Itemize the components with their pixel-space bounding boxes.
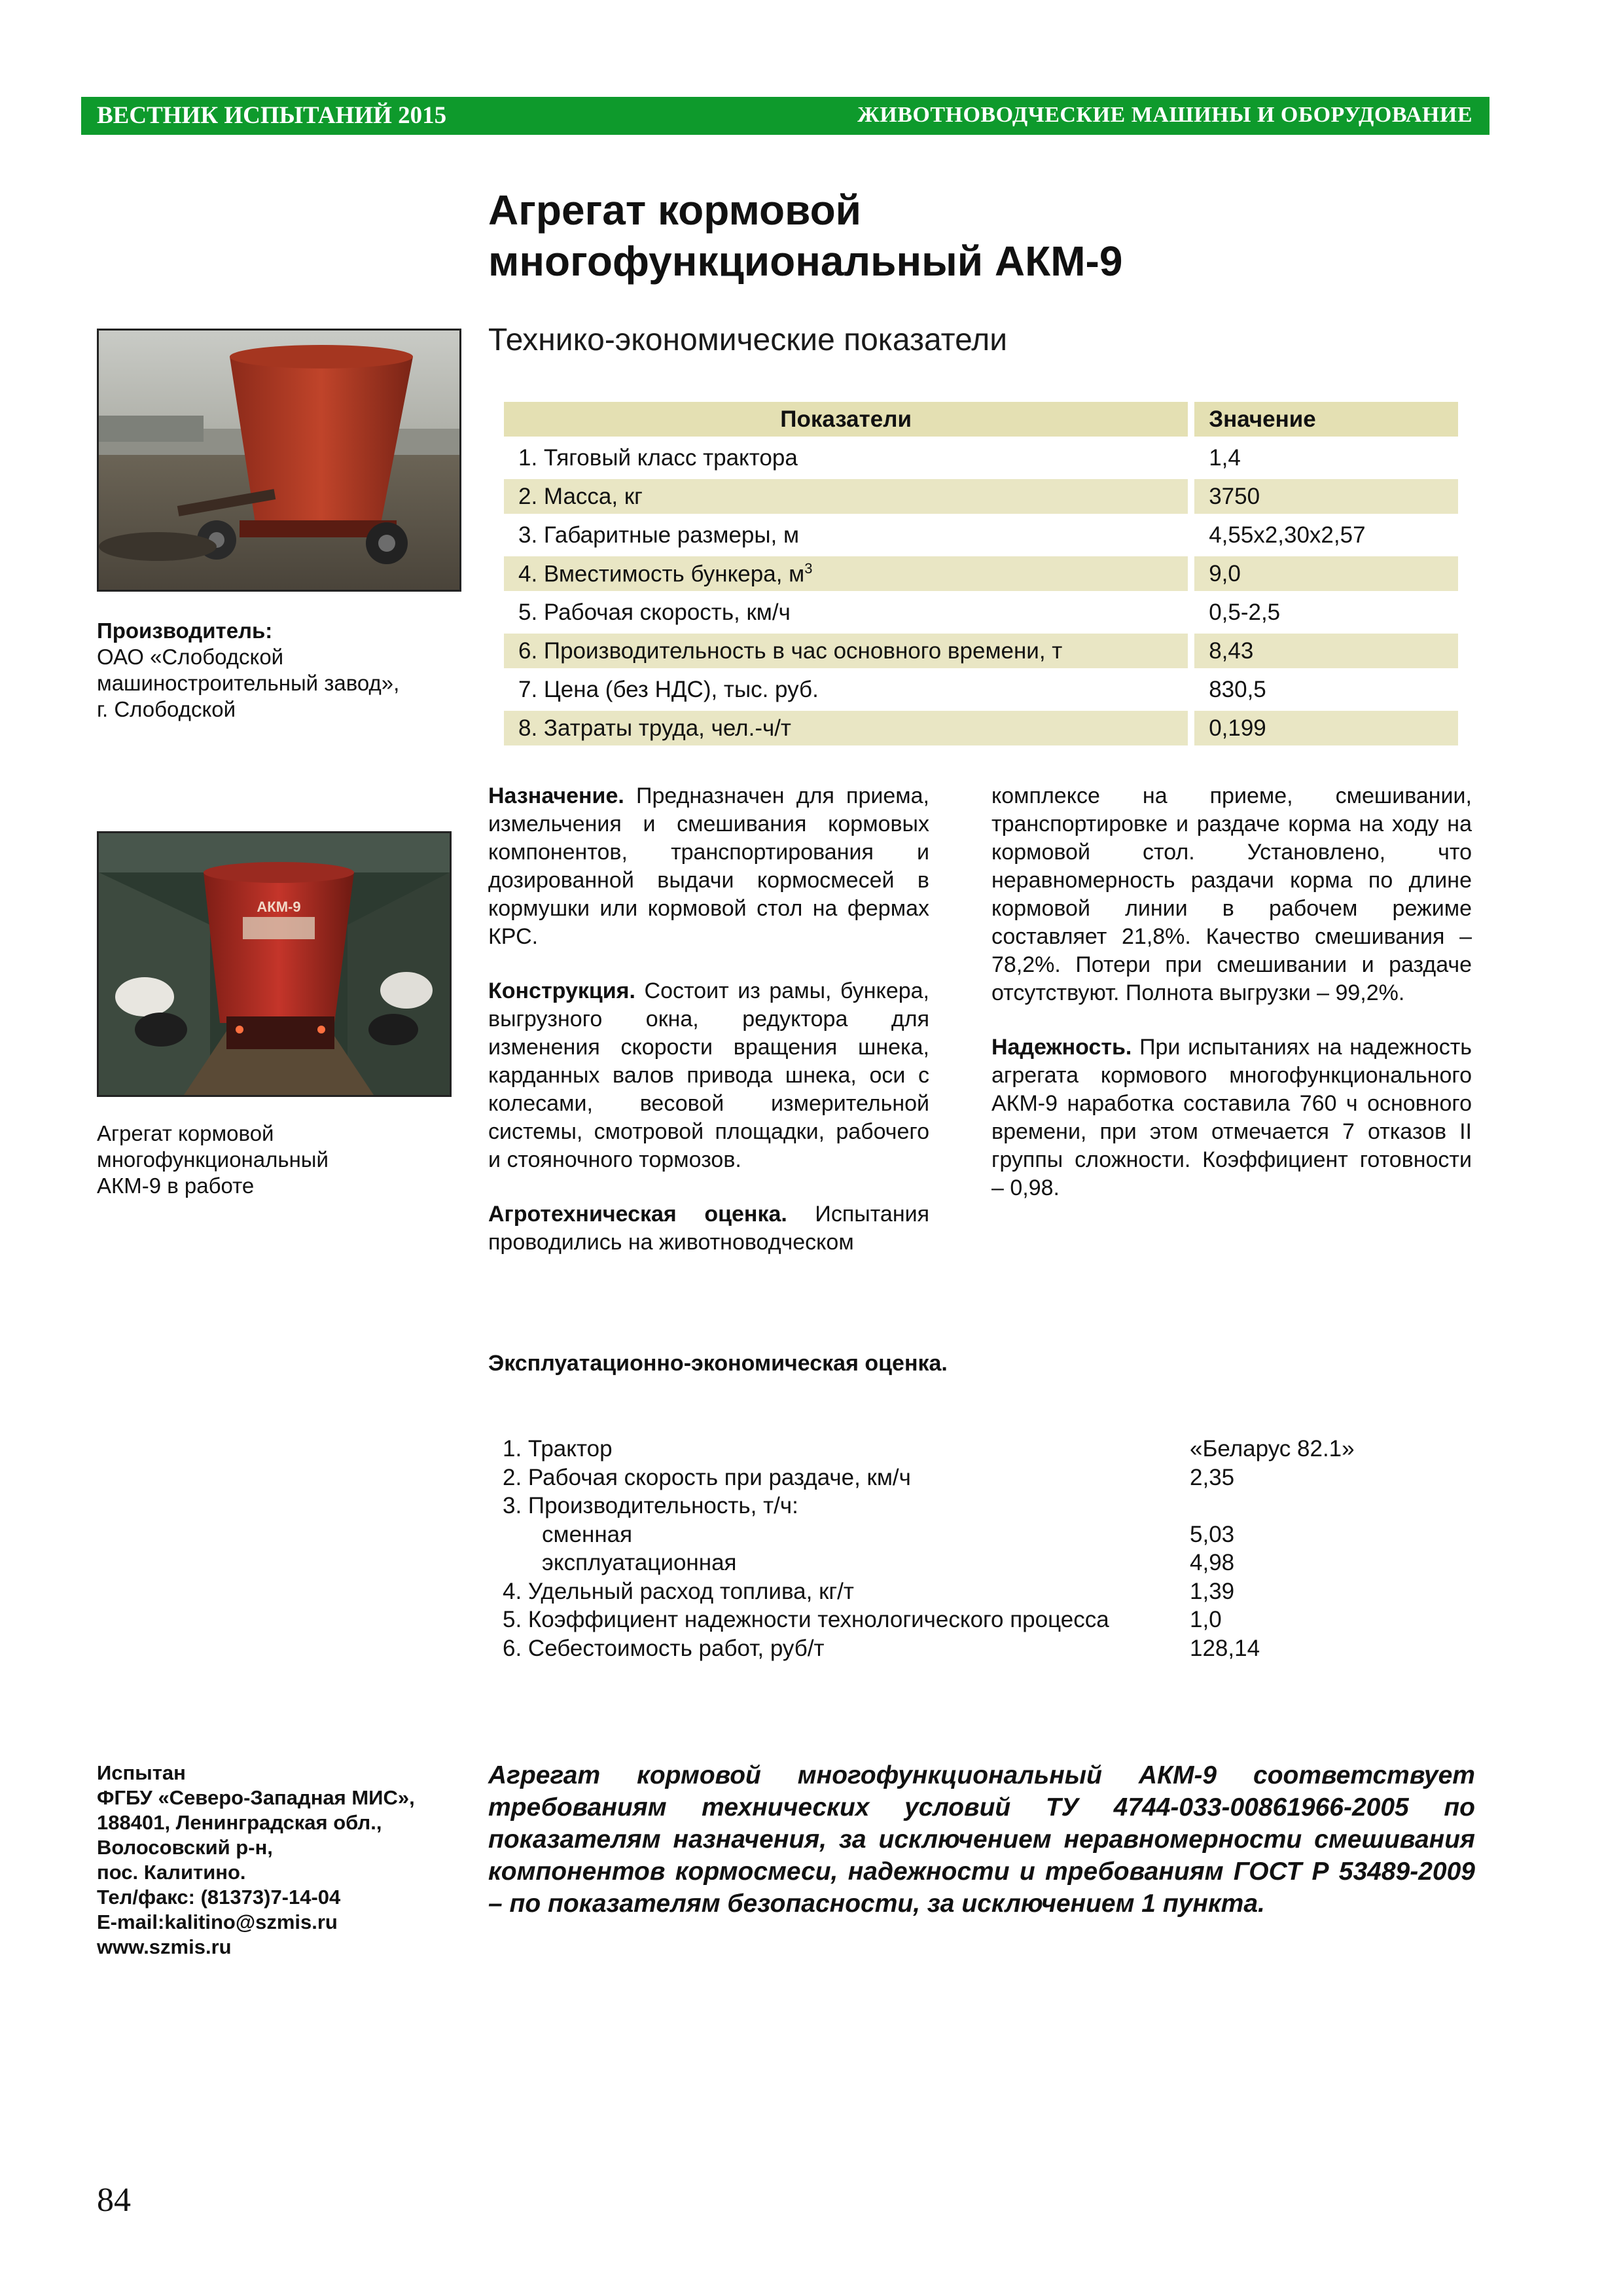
row-value: 0,199 <box>1194 711 1458 745</box>
row-label-cell <box>504 556 1188 591</box>
tech-specs-table <box>504 398 1458 749</box>
list-item <box>503 1577 1419 1606</box>
item-value: 5,03 <box>1190 1521 1235 1547</box>
table-header-value: Значение <box>1194 402 1458 437</box>
agro-heading: Агротехническая оценка. <box>488 1202 787 1227</box>
row-value: 8,43 <box>1194 634 1458 668</box>
list-item <box>503 1463 1419 1492</box>
section-subtitle: Технико-экономические показатели <box>488 323 1008 357</box>
item-value: 4,98 <box>1190 1550 1235 1575</box>
body-column-right <box>991 782 1472 1202</box>
item-label: 2. Рабочая скорость при раздаче, км/ч <box>503 1464 911 1490</box>
item-label: 5. Коэффициент надежности технологического процесса <box>503 1607 1109 1632</box>
item-value: 2,35 <box>1190 1464 1235 1490</box>
row-value: 0,5-2,5 <box>1209 599 1281 625</box>
purpose-heading: Назначение. <box>488 783 624 808</box>
purpose-paragraph <box>488 782 929 951</box>
reliability-heading: Надежность. <box>991 1035 1132 1060</box>
table-header-indicator: Показатели <box>504 402 1188 437</box>
manufacturer-line-3: г. Слободской <box>97 697 236 721</box>
agro-text: Испытания проводились на животноводческом <box>488 1202 929 1255</box>
barn-photo-illustration <box>99 833 450 1095</box>
row-label: 2. Масса, кг <box>504 479 1188 514</box>
row-value: 3750 <box>1194 479 1458 514</box>
agro-continuation: комплексе на приеме, смешивании, транспортировке и раздаче корма на ходу на кормовой стол. Установлено, что неравномерность раздачи корма по длине кормовой линии в рабочем режиме составляет 21,8%. Качество смешивания – 78,2%. Потери при смешивании и раздаче отсутствуют. Полнота выгрузки – 99,2%. <box>991 783 1472 1005</box>
tested-line: 188401, Ленинградская обл., <box>97 1811 382 1834</box>
eco-evaluation-heading: Эксплуатационно-экономическая оценка. <box>488 1351 948 1376</box>
row-label: 8. Затраты труда, чел.-ч/т <box>504 711 1188 745</box>
row-value: 830,5 <box>1209 676 1266 702</box>
item-value: 1,0 <box>1190 1607 1222 1632</box>
eco-evaluation-list <box>503 1435 1419 1662</box>
tested-line: ФГБУ «Северо-Западная МИС», <box>97 1786 415 1809</box>
item-label: 3. Производительность, т/ч: <box>503 1493 798 1518</box>
mixer-sign-text: АКМ-9 <box>257 899 301 915</box>
design-text: Состоит из рамы, бункера, выгрузного окна, редуктора для изменения скорости вращения шнека, карданных валов привода шнека, оси с колесами, весовой измерительной системы, смотровой площадки, рабочего и стояночного тормозов. <box>488 978 929 1172</box>
table-row <box>504 556 1458 591</box>
photo-caption-line-2: многофункциональный <box>97 1147 329 1172</box>
table-row <box>504 595 1458 630</box>
page-number: 84 <box>97 2181 131 2219</box>
item-value: 128,14 <box>1190 1635 1260 1661</box>
item-label: 1. Трактор <box>503 1436 613 1462</box>
row-label-superscript: 3 <box>804 560 813 577</box>
list-item <box>503 1435 1419 1463</box>
tested-email: E-mail:kalitino@szmis.ru <box>97 1910 338 1933</box>
row-value: 9,0 <box>1194 556 1458 591</box>
list-item <box>503 1634 1419 1663</box>
design-paragraph <box>488 977 929 1174</box>
agro-paragraph <box>488 1200 929 1257</box>
table-row <box>504 518 1458 552</box>
row-label: 4. Вместимость бункера, м <box>518 561 805 587</box>
table-row <box>504 672 1458 707</box>
tested-line: Испытан <box>97 1761 186 1784</box>
reliability-paragraph <box>991 1033 1472 1202</box>
tested-website: www.szmis.ru <box>97 1935 232 1958</box>
row-label: 3. Габаритные размеры, м <box>518 522 800 548</box>
item-label: эксплуатационная <box>542 1550 737 1575</box>
tested-line: Тел/факс: (81373)7-14-04 <box>97 1886 341 1909</box>
manufacturer-line-2: машиностроительный завод», <box>97 671 400 695</box>
table-row <box>504 711 1458 745</box>
title-line-1: Агрегат кормовой <box>488 187 861 234</box>
list-item <box>503 1492 1419 1520</box>
table-row <box>504 479 1458 514</box>
list-item <box>503 1520 1419 1549</box>
item-value: 1,39 <box>1190 1578 1235 1604</box>
machine-in-work-photo <box>97 831 452 1097</box>
table-row <box>504 634 1458 668</box>
list-item <box>503 1605 1419 1634</box>
manufacturer-label: Производитель: <box>97 619 273 643</box>
body-column-left <box>488 782 929 1257</box>
section-title: ЖИВОТНОВОДЧЕСКИЕ МАШИНЫ И ОБОРУДОВАНИЕ <box>857 103 1472 127</box>
row-label: 5. Рабочая скорость, км/ч <box>518 599 791 625</box>
photo-caption-line-3: АКМ-9 в работе <box>97 1174 255 1198</box>
photo-caption-line-1: Агрегат кормовой <box>97 1121 274 1145</box>
item-value: «Беларус 82.1» <box>1190 1436 1355 1462</box>
photo-caption <box>97 1121 463 1199</box>
manufacturer-block <box>97 618 463 723</box>
row-label: 1. Тяговый класс трактора <box>518 444 798 471</box>
machine-photo <box>97 329 461 592</box>
list-item <box>503 1549 1419 1577</box>
table-header-row <box>504 402 1458 437</box>
conclusion-text: Агрегат кормовой многофункциональный АКМ-9 соответствует требованиям технических условий ТУ 4744-033-00861966-2005 по показателям назначения, за исключением неравномерности смешивания компонентов кормосмеси, надежности и требованиям ГОСТ Р 53489-2009 – по показателям безопасности, за исключением 1 пункта. <box>488 1761 1475 1918</box>
purpose-text: Предназначен для приема, измельчения и смешивания кормовых компонентов, транспортирования и дозированной выдачи кормосмесей в кормушки или кормовой стол на фермах КРС. <box>488 783 929 949</box>
title-line-2: многофункциональный АКМ-9 <box>488 238 1123 285</box>
manufacturer-line-1: ОАО «Слободской <box>97 645 284 669</box>
row-value: 1,4 <box>1209 444 1241 471</box>
journal-title: ВЕСТНИК ИСПЫТАНИЙ 2015 <box>97 102 447 129</box>
table-row <box>504 440 1458 475</box>
tested-line: пос. Калитино. <box>97 1861 246 1884</box>
item-label: 4. Удельный расход топлива, кг/т <box>503 1578 854 1604</box>
design-heading: Конструкция. <box>488 978 635 1003</box>
page-title <box>488 185 1470 287</box>
header-bar <box>81 97 1489 135</box>
row-label: 6. Производительность в час основного времени, т <box>504 634 1188 668</box>
tested-by-block <box>97 1761 463 1960</box>
item-label: 6. Себестоимость работ, руб/т <box>503 1635 825 1661</box>
tested-line: Волосовский р-н, <box>97 1836 273 1859</box>
row-value: 4,55х2,30х2,57 <box>1209 522 1366 548</box>
row-label: 7. Цена (без НДС), тыс. руб. <box>518 676 819 702</box>
item-label: сменная <box>542 1521 633 1547</box>
reliability-text: При испытаниях на надежность агрегата кормового многофункционального АКМ-9 наработка составила 760 ч основного времени, при этом отмечается 7 отказов II группы сложности. Коэффициент готовности – 0,98. <box>991 1035 1472 1200</box>
machine-photo-illustration <box>99 331 459 590</box>
